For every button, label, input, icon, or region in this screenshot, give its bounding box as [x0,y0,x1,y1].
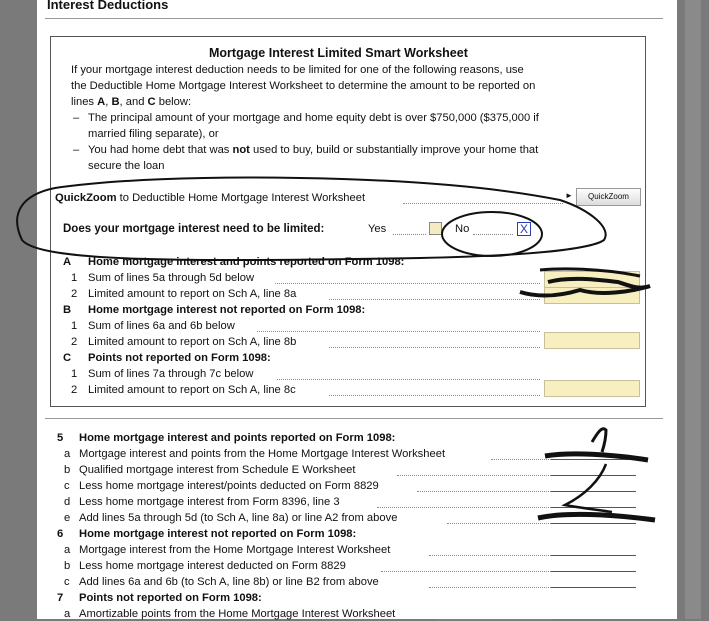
scribble-redaction [592,429,606,452]
section-letter-b: B [63,304,72,316]
line-letter: a [64,544,71,556]
line-6-heading: Home mortgage interest not reported on Form 1098: [79,528,357,540]
quickzoom-label[interactable]: QuickZoom to Deductible Home Mortgage Interest Worksheet [55,192,366,204]
scribble-redaction [540,269,640,276]
worksheet-title: Mortgage Interest Limited Smart Worksheet [209,46,468,60]
bullet-2-line-1: You had home debt that was not used to buy, build or substantially improve your home that [88,144,539,156]
line-number: 1 [71,320,78,332]
scribble-redaction [545,454,648,460]
check-mark-icon: X [519,222,528,236]
section-heading-c: Points not reported on Form 1098: [88,352,271,364]
line-a2-label: Limited amount to report on Sch A, line 8a [88,288,297,300]
intro-line-2: the Deductible Home Mortgage Interest Worksheet to determine the amount to be reported on [71,80,536,92]
line-number: 2 [71,336,78,348]
line-letter: a [64,448,71,460]
line-b1-label: Sum of lines 6a and 6b below [88,320,235,332]
freehand-arrow [565,464,612,512]
section-title: Interest Deductions [47,0,169,12]
bullet-1-line-2: married filing separate), or [88,128,219,140]
line-b2-label: Limited amount to report on Sch A, line 8b [88,336,297,348]
line-c2-label: Limited amount to report on Sch A, line 8c [88,384,296,396]
line-number: 2 [71,384,78,396]
line-6c-label: Add lines 6a and 6b (to Sch A, line 8b) or line B2 from above [79,576,379,588]
line-letter: e [64,512,71,524]
line-letter: c [64,576,70,588]
line-number: 7 [57,592,64,604]
quickzoom-button[interactable]: QuickZoom [576,188,641,206]
line-6a-label: Mortgage interest from the Home Mortgage Interest Worksheet [79,544,391,556]
line-c1-label: Sum of lines 7a through 7c below [88,368,254,380]
line-number: 2 [71,288,78,300]
line-number: 1 [71,368,78,380]
line-5b-label: Qualified mortgage interest from Schedule E Worksheet [79,464,356,476]
line-7-heading: Points not reported on Form 1098: [79,592,262,604]
line-5a-label: Mortgage interest and points from the Home Mortgage Interest Worksheet [79,448,446,460]
section-letter-c: C [63,352,72,364]
scribble-redaction [538,514,655,520]
line-a1-label: Sum of lines 5a through 5d below [88,272,255,284]
bullet-2-line-2: secure the loan [88,160,165,172]
line-letter: b [64,560,71,572]
arrow-right-icon: ► [565,191,573,200]
freehand-circle [442,212,542,256]
bullet-dash-1: – [73,112,80,124]
line-5e-label: Add lines 5a through 5d (to Sch A, line 8a) or line A2 from above [79,512,398,524]
line-number: 1 [71,272,78,284]
line-6b-label: Less home mortgage interest deducted on Form 8829 [79,560,346,572]
yes-label: Yes [368,223,387,235]
line-letter: d [64,496,71,508]
line-number: 5 [57,432,64,444]
line-7a-label: Amortizable points from the Home Mortgage Interest Worksheet [79,608,396,620]
section-heading-a: Home mortgage interest and points reported on Form 1098: [88,256,405,268]
scribble-redaction [520,279,650,296]
section-letter-a: A [63,256,72,268]
bullet-1-line-1: The principal amount of your mortgage and home equity debt is over $750,000 ($375,000 if [88,112,539,124]
line-number: 6 [57,528,64,540]
section-heading-b: Home mortgage interest not reported on Form 1098: [88,304,366,316]
line-5-heading: Home mortgage interest and points reported on Form 1098: [79,432,396,444]
freehand-loop [17,177,606,260]
line-5d-label: Less home mortgage interest from Form 8396, line 3 [79,496,340,508]
intro-line-1: If your mortgage interest deduction needs to be limited for one of the following reasons, use [71,64,524,76]
line-letter: b [64,464,71,476]
bullet-dash-2: – [73,144,80,156]
no-label: No [455,223,470,235]
line-letter: c [64,480,70,492]
limit-question: Does your mortgage interest need to be limited: [63,223,325,235]
line-5c-label: Less home mortgage interest/points deducted on Form 8829 [79,480,379,492]
line-letter: a [64,608,71,620]
intro-line-3: lines A, B, and C below: [71,96,192,108]
